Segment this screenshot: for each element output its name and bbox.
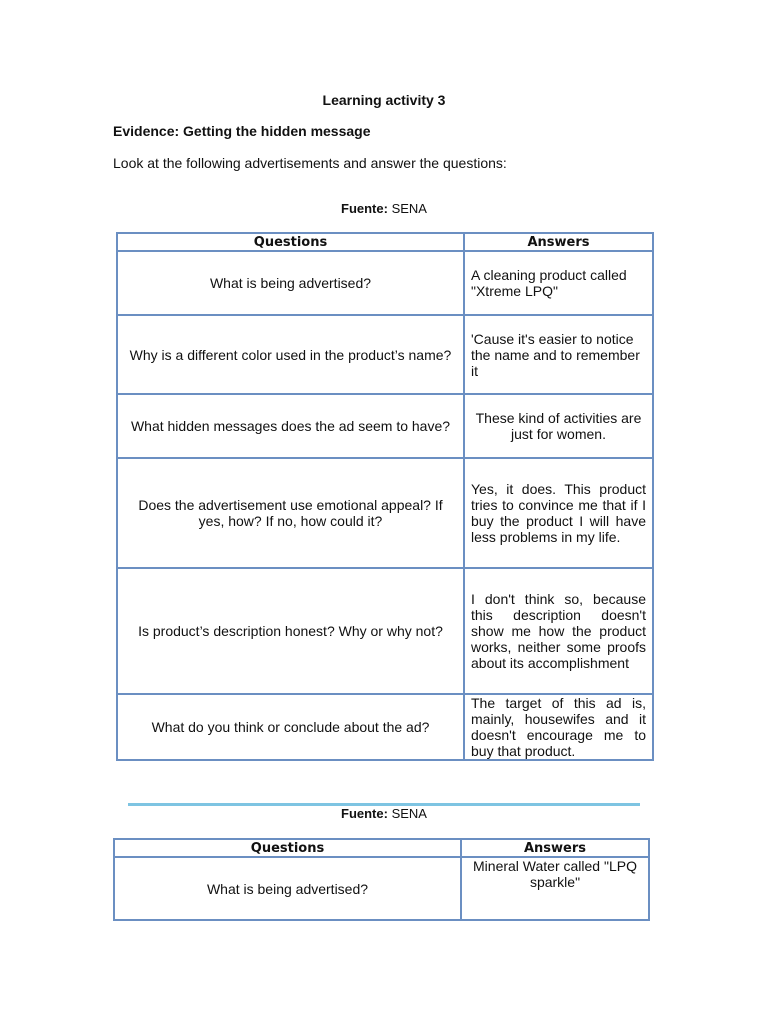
answer-cell: Yes, it does. This product tries to convince me that if I buy the product I will have less problems in my life.: [464, 458, 653, 568]
source-line-2: [0, 806, 768, 821]
table-row: [117, 251, 653, 315]
question-cell: Is product’s description honest? Why or why not?: [117, 568, 464, 694]
answer-cell: Mineral Water called "LPQ sparkle": [461, 857, 649, 920]
question-cell: What do you think or conclude about the ad?: [117, 694, 464, 760]
source-line-1: [0, 201, 768, 216]
answer-cell: I don't think so, because this description doesn't show me how the product works, neither some proofs about its accomplishment: [464, 568, 653, 694]
table-row: [117, 694, 653, 760]
source-label: Fuente:: [341, 201, 388, 216]
table-row: [117, 394, 653, 458]
document-title: Learning activity 3: [322, 92, 446, 108]
answer-cell: 'Cause it's easier to notice the name and to remember it: [464, 315, 653, 394]
question-cell: What is being advertised?: [117, 251, 464, 315]
table-row: [117, 315, 653, 394]
question-cell: Why is a different color used in the product’s name?: [117, 315, 464, 394]
instructions-text: Look at the following advertisements and answer the questions:: [113, 155, 507, 171]
source-label: Fuente:: [341, 806, 388, 821]
table-row: [114, 857, 649, 920]
evidence-heading: Evidence: Getting the hidden message: [113, 123, 371, 139]
answer-cell: The target of this ad is, mainly, housewifes and it doesn't encourage me to buy that product.: [464, 694, 653, 760]
answer-cell: These kind of activities are just for women.: [464, 394, 653, 458]
question-cell: What hidden messages does the ad seem to have?: [117, 394, 464, 458]
table-header-row: [114, 839, 649, 857]
answer-cell: A cleaning product called "Xtreme LPQ": [464, 251, 653, 315]
questions-header: Questions: [117, 233, 464, 251]
table-row: [117, 458, 653, 568]
source-value: SENA: [391, 806, 427, 821]
table-row: [117, 568, 653, 694]
questions-header: Questions: [114, 839, 461, 857]
table-header-row: [117, 233, 653, 251]
answers-header: Answers: [461, 839, 649, 857]
source-value: SENA: [391, 201, 427, 216]
questions-table-1: [116, 232, 654, 761]
answers-header: Answers: [464, 233, 653, 251]
question-cell: What is being advertised?: [114, 857, 461, 920]
question-cell: Does the advertisement use emotional appeal? If yes, how? If no, how could it?: [117, 458, 464, 568]
questions-table-2: [113, 838, 650, 921]
